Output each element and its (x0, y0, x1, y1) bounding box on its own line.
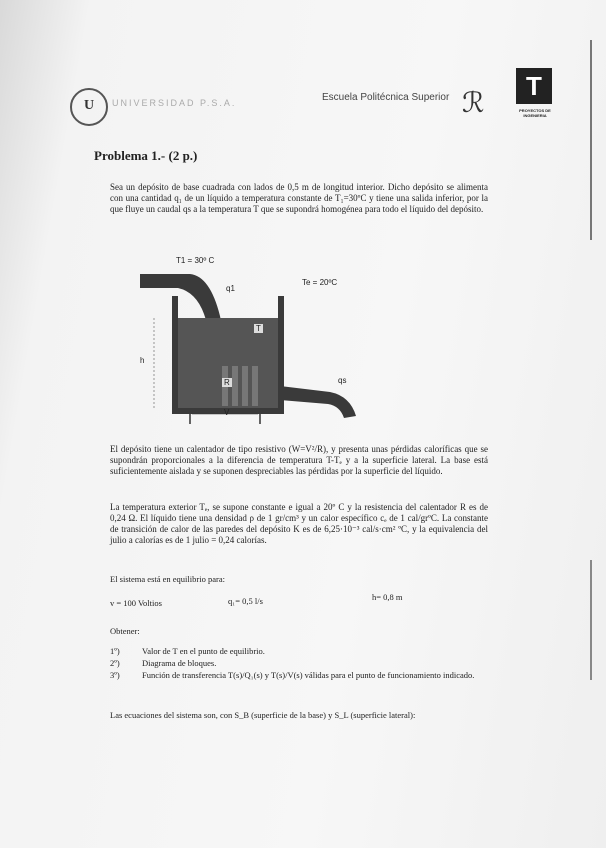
school-name: Escuela Politécnica Superior (322, 92, 450, 103)
list-item (110, 646, 490, 657)
te-label: Te = 20ºC (302, 278, 338, 287)
h-label: h (140, 356, 145, 365)
r-label: R (224, 378, 230, 387)
tank-diagram (130, 256, 380, 426)
obtain-label: Obtener: (110, 626, 140, 636)
tank-drawing (130, 256, 380, 426)
list-item (110, 658, 490, 669)
equilibrium-label: El sistema está en equilibrio para: (110, 574, 225, 584)
item-number: 2º) (110, 658, 120, 668)
university-name: UNIVERSIDAD P.S.A. (112, 98, 237, 108)
data-paragraph: La temperatura exterior Tₑ, se supone constante e igual a 20º C y la resistencia del calentador R es de 0,24 Ω. El líquido tiene una densidad ρ de 1 gr/cm³ y un calor específico cₑ de 1 cal/grºC. La constante de transición de calor de las paredes del depósito K es de 6,25·10⁻³ cal/s·cm² ºC, y la equivalencia del julio a calorías es de 1 julio = 0,24 calorías. (110, 502, 488, 545)
voltage-value: v = 100 Voltios (110, 598, 162, 608)
projects-logo-text: PROYECTOS DE INGENIERIA (519, 108, 551, 118)
signature-logo: ℛ (462, 86, 485, 119)
paper-edge (590, 40, 592, 240)
q1-label: q1 (226, 284, 235, 293)
item-number: 1º) (110, 646, 120, 656)
qs-label: qs (338, 376, 347, 385)
height-value: h= 0,8 m (372, 592, 403, 602)
t1-label: T1 = 30º C (176, 256, 215, 265)
item-text: Valor de T en el punto de equilibrio. (142, 646, 265, 656)
projects-logo: T (516, 68, 552, 104)
item-number: 3º) (110, 670, 120, 680)
problem-title: Problema 1.- (2 p.) (94, 148, 198, 163)
item-text: Función de transferencia T(s)/Q₁(s) y T(s)/V(s) válidas para el punto de funcionamiento indicado. (142, 670, 475, 680)
flow-value: q₁= 0,5 l/s (228, 596, 263, 606)
intro-paragraph: Sea un depósito de base cuadrada con lados de 0,5 m de longitud interior. Dicho depósito se alimenta con una cantidad q₁ de un líquido a temperatura constante de T₁=30ºC y tiene una salida inferior, por la que fluye un caudal qs a la temperatura T que se supondrá homogénea para todo el líquido del depósito. (110, 182, 488, 214)
university-logo: U (70, 88, 108, 126)
paper-edge (590, 560, 592, 680)
v-label: V (224, 408, 230, 417)
item-text: Diagrama de bloques. (142, 658, 217, 668)
heater-paragraph: El depósito tiene un calentador de tipo resistivo (W=V²/R), y presenta unas pérdidas caloríficas que se supondrán proporcionales a la diferencia de temperatura T-Tₑ y a la superficie lateral. La base está suficientemente aislada y se suponen despreciables las pérdidas por la superficie del líquido. (110, 444, 488, 476)
equations-intro: Las ecuaciones del sistema son, con S_B (superficie de la base) y S_L (superficie lateral): (110, 710, 416, 720)
list-item (110, 670, 490, 681)
t-label: T (256, 324, 261, 333)
page-header (70, 71, 551, 128)
